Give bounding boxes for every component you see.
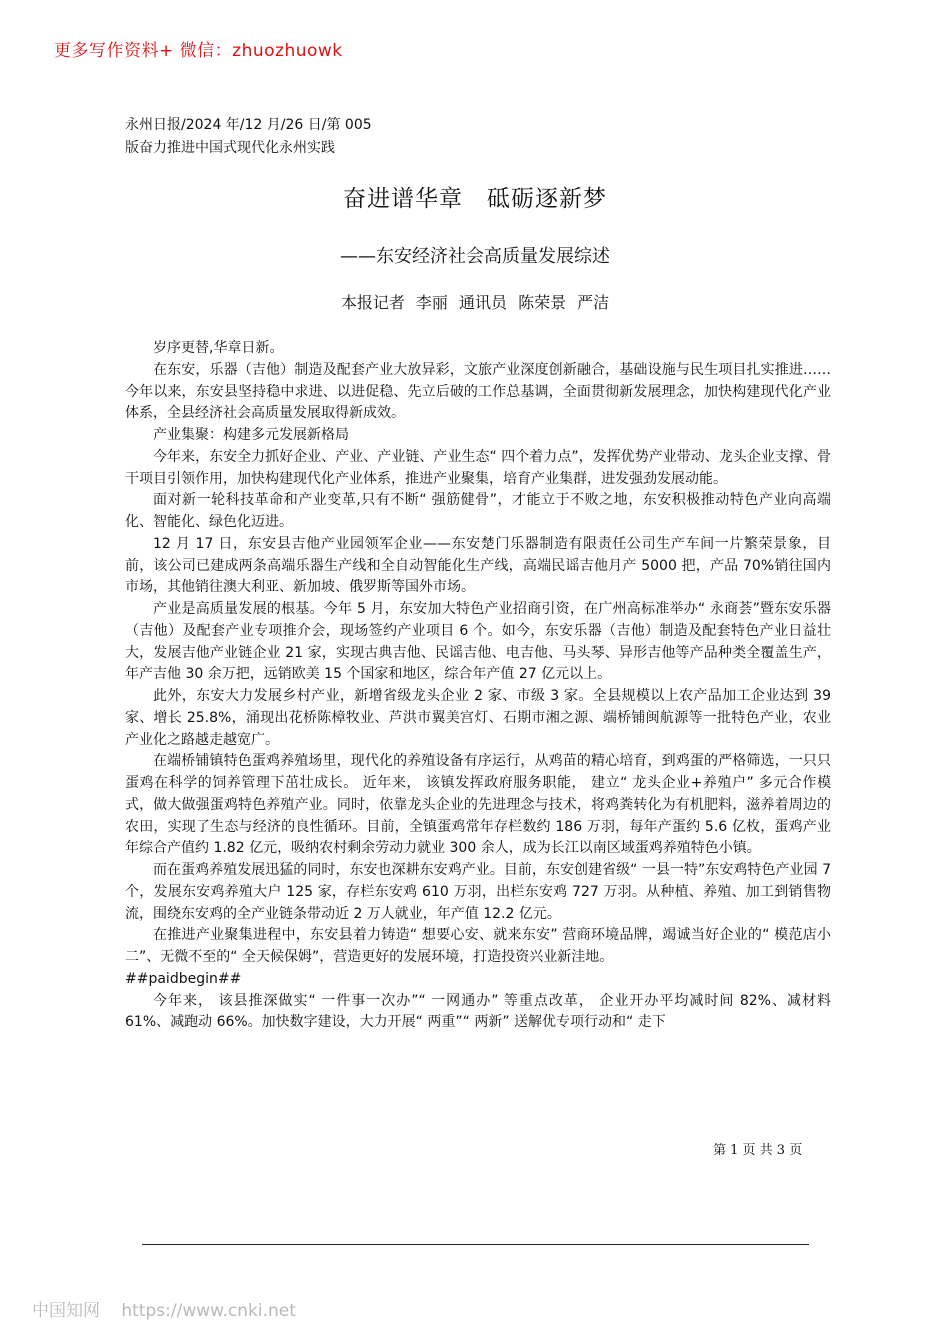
promo-banner: 更多写作资料+ 微信：zhuozhuowk <box>54 41 343 61</box>
paragraph: 在东安，乐器（吉他）制造及配套产业大放异彩，文旅产业深度创新融合，基础设施与民生项目扎实推进……今年以来，东安县坚持稳中求进、以进促稳、先立后破的工作总基调，全面贯彻新发展理念，加快构建现代化产业体系，全县经济社会高质量发展取得新成效。 <box>125 361 831 422</box>
article-title: 奋进谱华章 砥砺逐新梦 <box>343 186 607 212</box>
paragraph: 今年来，东安全力抓好企业、产业、产业链、产业生态“ 四个着力点”，发挥优势产业带动、龙头企业支撑、骨干项目引领作用，加快构建现代化产业体系，推进产业聚集，培育产业集群，进发强劲发展动能。 <box>125 448 831 487</box>
source-info <box>125 114 825 160</box>
paragraph: 今年来， 该县推深做实“ 一件事一次办”“ 一网通办” 等重点改革， 企业开办平均减时间 82%、减材料 61%、减跑动 66%。加快数字建设，大力开展“ 两重”“ 两新” 送解优专项行动和“ 走下 <box>125 992 831 1031</box>
article-subtitle: ——东安经济社会高质量发展综述 <box>340 246 610 267</box>
paragraph: 而在蛋鸡养殖发展迅猛的同时，东安也深耕东安鸡产业。目前，东安创建省级“ 一县一特”东安鸡特色产业园 7 个，发展东安鸡养殖大户 125 家，存栏东安鸡 610 万羽，出栏东安鸡 727 万羽。从种植、养殖、加工到销售物流，围绕东安鸡的全产业链条带动近 2 万人就业，年产值 12.2 亿元。 <box>125 862 831 922</box>
site-name: 中国知网 <box>32 1301 100 1321</box>
footer-divider <box>142 1244 809 1245</box>
paragraph: 面对新一轮科技革命和产业变革,只有不断“ 强筋健骨”，才能立于不败之地，东安积极推动特色产业向高端化、智能化、绿色化迈进。 <box>125 492 831 530</box>
site-url[interactable]: https://www.cnki.net <box>121 1301 296 1321</box>
article-body <box>125 338 831 1034</box>
page-indicator: 第 1 页 共 3 页 <box>713 1143 803 1158</box>
paragraph: 岁序更替,华章日新。 <box>153 340 284 356</box>
paragraph: 在端桥铺镇特色蛋鸡养殖场里，现代化的养殖设备有序运行，从鸡苗的精心培育，到鸡蛋的严格筛选，一只只蛋鸡在科学的饲养管理下茁壮成长。 近年来， 该镇发挥政府服务职能， 建立“ 龙头企业+养殖户” 多元合作模式，做大做强蛋鸡特色养殖产业。同时，依靠龙头企业的先进理念与技术，将鸡粪转化为有机肥料，滋养着周边的农田，实现了生态与经济的良性循环。目前，全镇蛋鸡常年存栏数约 186 万羽，每年产蛋约 5.6 亿枚，蛋鸡产业年综合产值约 1.82 亿元，吸纳农村剩余劳动力就业 300 余人，成为长江以南区域蛋鸡养殖特色小镇。 <box>125 753 831 857</box>
paragraph: 产业是高质量发展的根基。今年 5 月，东安加大特色产业招商引资，在广州高标准举办“ 永商荟”暨东安乐器（吉他）及配套产业专项推介会，现场签约产业项目 6 个。如今，东安乐器（吉他）制造及配套特色产业日益壮大，发展吉他产业链企业 21 家，实现古典吉他、民谣吉他、电吉他、马头琴、异形吉他等产品种类全覆盖生产，年产吉他 30 余万把，远销欧美 15 个国家和地区，综合年产值 27 亿元以上。 <box>125 601 831 683</box>
paragraph: 12 月 17 日，东安县吉他产业园领军企业——东安楚门乐器制造有限责任公司生产车间一片繁荣景象，目前，该公司已建成两条高端乐器生产线和全自动智能化生产线，高端民谣吉他月产 5000 把，产品 70%销往国内市场，其他销往澳大利亚、新加坡、俄罗斯等国外市场。 <box>125 535 831 596</box>
paragraph: 在推进产业聚集进程中，东安县着力铸造“ 想要心安、就来东安” 营商环境品牌，竭诚当好企业的“ 模范店小二”、无微不至的“ 全天候保姆”，营造更好的发展环境，打造投资兴业新洼地。 <box>125 927 831 965</box>
article-byline: 本报记者 李丽 通讯员 陈荣景 严洁 <box>340 293 610 312</box>
paragraph: 此外，东安大力发展乡村产业，新增省级龙头企业 2 家、市级 3 家。全县规模以上农产品加工企业达到 39 家、增长 25.8%，涌现出花桥陈樟牧业、芦洪市翼美宫灯、石期市湘之源、端桥铺闽航源等一批特色产业，农业产业化之路越走越宽广。 <box>125 688 831 748</box>
watermark-footer <box>32 1296 296 1321</box>
section-heading: 产业集聚：构建多元发展新格局 <box>153 427 349 443</box>
section-line: 版奋力推进中国式现代化永州实践 <box>125 140 335 156</box>
paid-marker: ##paidbegin## <box>125 970 242 987</box>
source-line: 永州日报/2024 年/12 月/26 日/第 005 <box>125 117 372 133</box>
